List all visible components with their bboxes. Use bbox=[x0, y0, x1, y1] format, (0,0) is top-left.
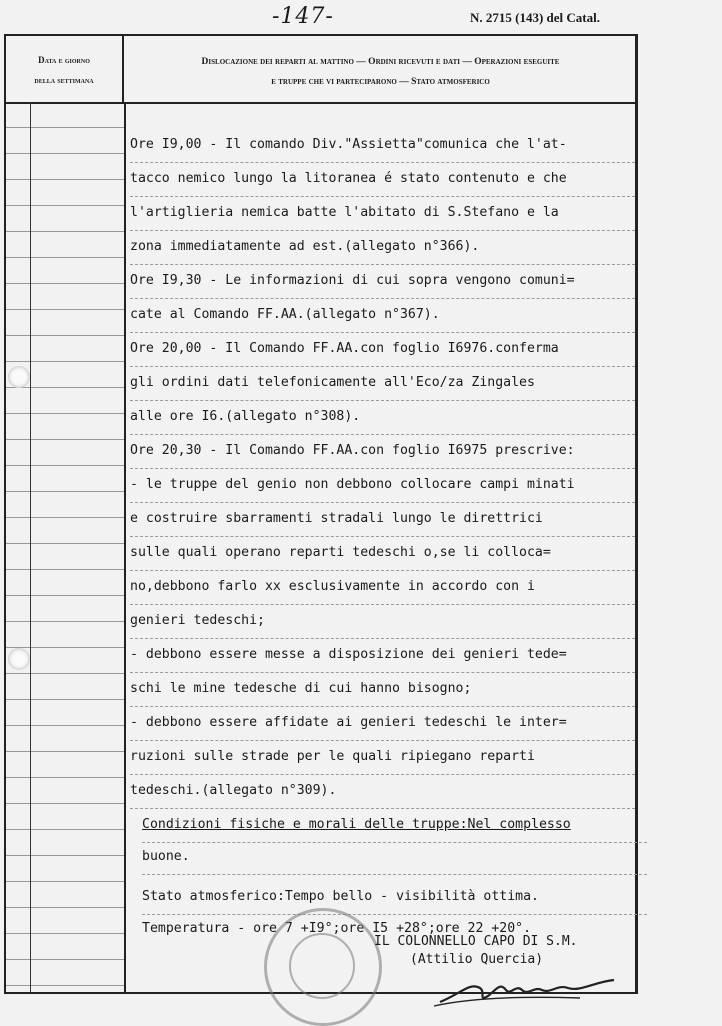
official-stamp bbox=[264, 908, 382, 1026]
date-column-divider bbox=[30, 102, 31, 992]
text-line: l'artiglieria nemica batte l'abitato di S.Stefano e la bbox=[130, 196, 635, 231]
punch-hole-top bbox=[8, 366, 30, 388]
text-line: - le truppe del genio non debbono collocare campi minati bbox=[130, 468, 635, 503]
text-line: no,debbono farlo xx esclusivamente in accordo con i bbox=[130, 570, 635, 605]
text-line: zona immediatamente ad est.(allegato n°366). bbox=[130, 230, 635, 265]
text-line: Temperatura - ore 7 +I9°;ore I5 +28°;ore 22 +20°. bbox=[142, 921, 532, 936]
date-column-rules bbox=[6, 102, 124, 992]
text-line: Ore I9,00 - Il comando Div."Assietta"comunica che l'at- bbox=[130, 128, 635, 163]
text-line: cate al Comando FF.AA.(allegato n°367). bbox=[130, 298, 635, 333]
content-column-title-line2: e truppe che vi parteciparono — Stato atmosferico bbox=[271, 77, 490, 87]
text-line: - debbono essere messe a disposizione dei genieri tede= bbox=[130, 638, 635, 673]
content-column-header bbox=[126, 36, 635, 102]
column-divider bbox=[124, 102, 126, 992]
text-line: tedeschi.(allegato n°309). bbox=[130, 774, 635, 809]
text-line: tacco nemico lungo la litoranea é stato contenuto e che bbox=[130, 162, 635, 197]
punch-hole-bottom bbox=[8, 648, 30, 670]
text-line: schi le mine tedesche di cui hanno bisogno; bbox=[130, 672, 635, 707]
date-column-header bbox=[6, 36, 124, 102]
text-line: sulle quali operano reparti tedeschi o,se li colloca= bbox=[130, 536, 635, 571]
date-column-title-line1: Data e giorno bbox=[38, 55, 90, 65]
date-column-title-line2: della settimana bbox=[34, 75, 94, 85]
text-line: Ore 20,00 - Il Comando FF.AA.con foglio I6976.conferma bbox=[130, 332, 635, 367]
text-line: Ore I9,30 - Le informazioni di cui sopra vengono comuni= bbox=[130, 264, 635, 299]
column-header-row bbox=[6, 36, 635, 104]
text-line: e costruire sbarramenti stradali lungo le direttrici bbox=[130, 502, 635, 537]
handwritten-signature bbox=[430, 968, 620, 1008]
stamp-center bbox=[289, 933, 355, 999]
text-line: buone. bbox=[142, 840, 647, 875]
catalog-reference: N. 2715 (143) del Catal. bbox=[470, 10, 600, 25]
text-line: alle ore I6.(allegato n°308). bbox=[130, 400, 635, 435]
signature-name: (Attilio Quercia) bbox=[410, 952, 544, 967]
signature-title: IL COLONNELLO CAPO DI S.M. bbox=[374, 934, 578, 949]
content-column-title-line1: Dislocazione dei reparti al mattino — Ordini ricevuti e dati — Operazioni eseguite bbox=[201, 57, 560, 67]
text-line: ruzioni sulle strade per le quali ripiegano reparti bbox=[130, 740, 635, 775]
page-number: -147- bbox=[272, 4, 334, 29]
text-line: Ore 20,30 - Il Comando FF.AA.con foglio I6975 prescrive: bbox=[130, 434, 635, 469]
text-line: - debbono essere affidate ai genieri tedeschi le inter= bbox=[130, 706, 635, 741]
text-line: Stato atmosferico:Tempo bello - visibilità ottima. bbox=[142, 880, 647, 915]
text-line: genieri tedeschi; bbox=[130, 604, 635, 639]
text-line: Condizioni fisiche e morali delle truppe:Nel complesso bbox=[142, 808, 647, 843]
text-line: gli ordini dati telefonicamente all'Eco/za Zingales bbox=[130, 366, 635, 401]
